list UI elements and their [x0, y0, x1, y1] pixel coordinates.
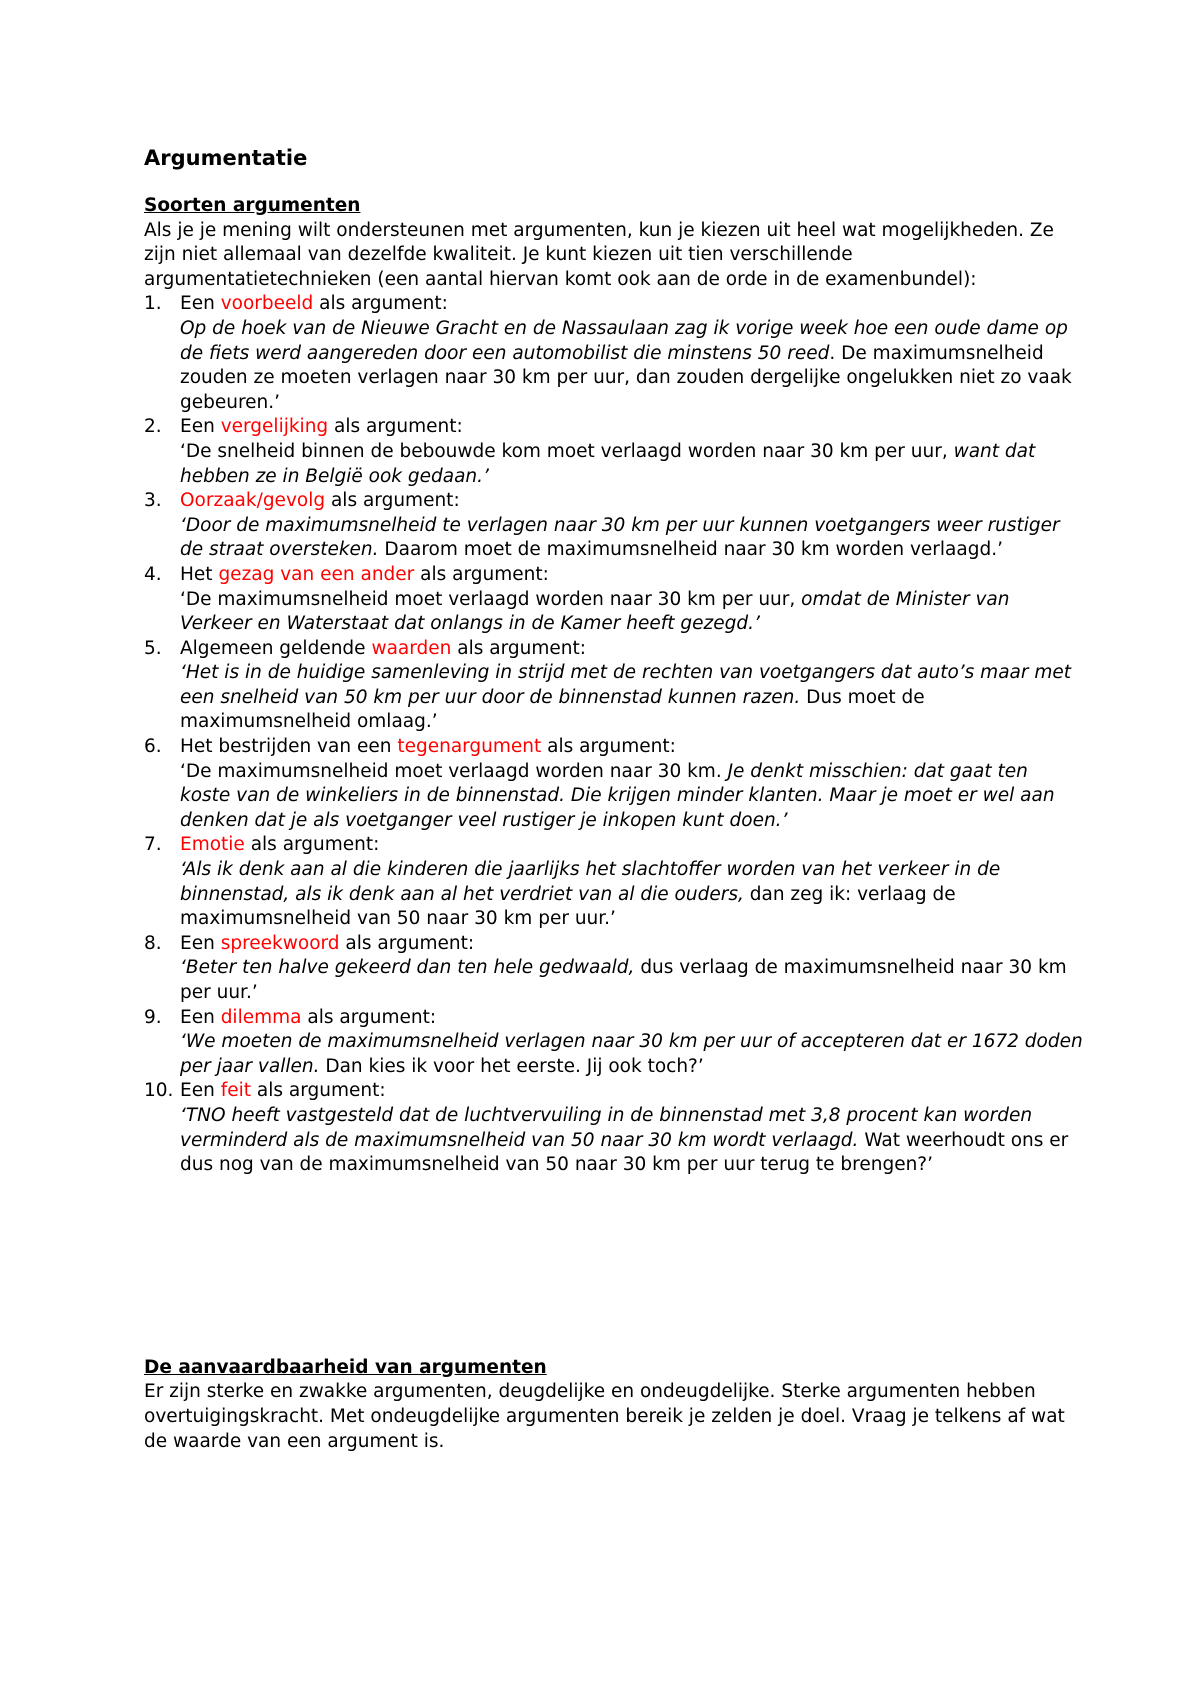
- argument-label-prefix: Algemeen geldende: [180, 637, 372, 659]
- argument-label-suffix: als argument:: [414, 563, 549, 585]
- argument-example: [180, 440, 1084, 489]
- argument-keyword: voorbeeld: [220, 293, 314, 315]
- example-text: Dus moet de maximumsnelheid omlaag.’: [180, 686, 925, 733]
- document-title: Argumentatie: [144, 146, 308, 170]
- argument-example: [180, 588, 1084, 637]
- list-item-number: 3.: [144, 490, 162, 512]
- argument-label-suffix: als argument:: [339, 932, 475, 954]
- example-text-italic: ‘Beter ten halve gekeerd dan ten hele gedwaald,: [180, 957, 635, 979]
- section-intro: Als je je mening wilt ondersteunen met argumenten, kun je kiezen uit heel wat mogelijkheden. Ze zijn niet allemaal van dezelfde kwaliteit. Je kunt kiezen uit tien verschillende argumentatietechnieken (een aantal hiervan komt ook aan de orde in de examenbundel):: [144, 219, 1054, 290]
- argument-label: [180, 833, 1084, 858]
- list-item: [144, 637, 1084, 735]
- list-item-number: 1.: [144, 293, 162, 315]
- argument-label: [180, 1079, 1084, 1104]
- list-item: [144, 563, 1084, 637]
- example-text-italic: ‘Door de maximumsnelheid te verlagen naar 30 km per uur kunnen voetgangers weer rustiger de straat oversteken.: [180, 514, 1060, 561]
- argument-keyword: dilemma: [220, 1006, 302, 1028]
- argument-example: [180, 1104, 1084, 1178]
- argument-example: [180, 956, 1084, 1005]
- list-item-number: 8.: [144, 932, 162, 954]
- example-text-italic: ‘We moeten de maximumsnelheid verlagen naar 30 km per uur of accepteren dat er 1672 doden per jaar vallen.: [180, 1031, 1083, 1077]
- list-item: [144, 735, 1084, 833]
- example-text: Dan kies ik voor het eerste. Jij ook toch?’: [319, 1055, 704, 1077]
- argument-label: [180, 563, 1084, 588]
- argument-example: [180, 661, 1084, 735]
- example-text: ‘De maximumsnelheid moet verlaagd worden naar 30 km per uur,: [180, 588, 802, 610]
- list-item: [144, 489, 1084, 563]
- list-item: [144, 1006, 1084, 1080]
- document-page: [144, 144, 1084, 1454]
- argument-keyword: vergelijking: [220, 416, 329, 438]
- example-text-italic: omdat de Minister van Verkeer en Waterstaat dat onlangs in de Kamer heeft gezegd.’: [180, 588, 1010, 635]
- argument-label: [180, 735, 1084, 760]
- argument-example: [180, 1030, 1084, 1079]
- argument-label-suffix: als argument:: [541, 736, 676, 758]
- section-argument-types: [144, 194, 1084, 1178]
- section-acceptability: [144, 1356, 1084, 1454]
- argument-label-prefix: Het: [180, 563, 219, 585]
- argument-label-prefix: Een: [180, 293, 221, 315]
- example-text: ‘De maximumsnelheid moet verlaagd worden naar 30 km.: [180, 760, 728, 782]
- list-item-number: 10.: [144, 1080, 174, 1102]
- argument-label: [180, 637, 1084, 662]
- list-item-number: 9.: [144, 1006, 162, 1028]
- example-text: . De maximumsnelheid zouden ze moeten verlagen naar 30 km per uur, dan zouden dergelijke ongelukken niet zo vaak gebeuren.’: [180, 342, 1072, 413]
- section-body-acceptability: Er zijn sterke en zwakke argumenten, deugdelijke en ondeugdelijke. Sterke argumenten hebben overtuigingskracht. Met ondeugdelijke argumenten bereik je zelden je doel. Vraag je telkens af wat de waarde van een argument is.: [144, 1381, 1065, 1452]
- argument-label: [180, 415, 1084, 440]
- list-item: [144, 292, 1084, 415]
- argument-example: [180, 858, 1084, 932]
- argument-label-suffix: als argument:: [301, 1006, 437, 1028]
- section-heading-acceptability: De aanvaardbaarheid van argumenten: [144, 1356, 547, 1378]
- argument-example: [180, 514, 1084, 563]
- argument-keyword: waarden: [371, 637, 452, 659]
- list-item-number: 7.: [144, 834, 162, 856]
- argument-label-suffix: als argument:: [451, 637, 586, 659]
- example-text: ‘De snelheid binnen de bebouwde kom moet verlaagd worden naar 30 km per uur,: [180, 440, 954, 462]
- argument-keyword: Emotie: [180, 834, 245, 856]
- list-item-number: 5.: [144, 637, 162, 659]
- argument-keyword: tegenargument: [397, 736, 542, 758]
- argument-example: [180, 317, 1084, 415]
- argument-label: [180, 932, 1084, 957]
- example-text-italic: ‘Als ik denk aan al die kinderen die jaarlijks het slachtoffer worden van het verkeer in de binnenstad, als ik denk aan al het verdriet van al die ouders,: [180, 859, 1001, 905]
- example-text-italic: ‘TNO heeft vastgesteld dat de luchtvervuiling in de binnenstad met 3,8 procent kan worden verminderd als de maximumsnelheid van 50 naar 30 km wordt verlaagd.: [180, 1104, 1033, 1151]
- list-item-number: 4.: [144, 563, 162, 585]
- section-heading-argument-types: Soorten argumenten: [144, 195, 361, 216]
- argument-keyword: gezag van een ander: [218, 563, 415, 585]
- example-text: dus verlaag de maximumsnelheid naar 30 km per uur.’: [180, 957, 1067, 1003]
- list-item: [144, 833, 1084, 931]
- argument-label-suffix: als argument:: [244, 834, 380, 856]
- argument-label-prefix: Een: [180, 1080, 221, 1102]
- argument-keyword: spreekwoord: [220, 932, 340, 954]
- list-item: [144, 1079, 1084, 1177]
- example-text-italic: ‘Het is in de huidige samenleving in strijd met de rechten van voetgangers dat auto’s maar met een snelheid van 50 km per uur door de binnenstad kunnen razen.: [180, 662, 1072, 708]
- argument-example: [180, 760, 1084, 834]
- argument-keyword: Oorzaak/gevolg: [180, 490, 326, 512]
- argument-label-suffix: als argument:: [313, 293, 448, 315]
- example-text-italic: want dat hebben ze in België ook gedaan.’: [180, 440, 1036, 487]
- argument-label-prefix: Een: [180, 1006, 221, 1028]
- example-text-italic: Op de hoek van de Nieuwe Gracht en de Nassaulaan zag ik vorige week hoe een oude dame op de fiets werd aangereden door een automobilist die minstens 50 reed: [180, 317, 1068, 364]
- argument-keyword: feit: [220, 1080, 251, 1102]
- argument-label-prefix: Het bestrijden van een: [180, 736, 398, 758]
- argument-label-prefix: Een: [180, 932, 221, 954]
- list-item: [144, 932, 1084, 1006]
- argument-label: [180, 489, 1084, 514]
- argument-label: [180, 292, 1084, 317]
- list-item-number: 2.: [144, 416, 162, 438]
- argument-label: [180, 1006, 1084, 1031]
- example-text: Daarom moet de maximumsnelheid naar 30 km worden verlaagd.’: [378, 539, 1003, 561]
- example-text: Wat weerhoudt ons er dus nog van de maximumsnelheid van 50 naar 30 km per uur terug te brengen?’: [180, 1129, 1069, 1176]
- argument-list: [144, 292, 1084, 1177]
- argument-label-suffix: als argument:: [328, 416, 463, 438]
- example-text: dan zeg ik: verlaag de maximumsnelheid van 50 naar 30 km per uur.’: [180, 883, 956, 930]
- list-item: [144, 415, 1084, 489]
- argument-label-prefix: Een: [180, 416, 221, 438]
- example-text-italic: Je denkt misschien: dat gaat ten koste van de winkeliers in de binnenstad. Die krijgen minder klanten. Maar je moet er wel aan denken dat je als voetganger veel rustiger je inkopen kunt doen.’: [180, 760, 1055, 831]
- list-item-number: 6.: [144, 736, 162, 758]
- argument-label-suffix: als argument:: [325, 490, 460, 512]
- argument-label-suffix: als argument:: [250, 1080, 386, 1102]
